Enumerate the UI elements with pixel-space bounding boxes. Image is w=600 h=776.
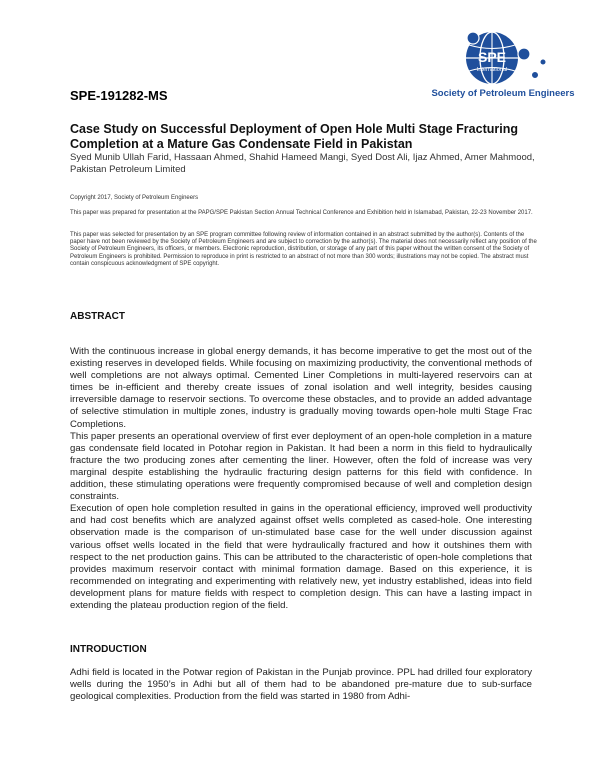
- selection-note: This paper was selected for presentation by an SPE program committee following review of information contained in an abstract submitted by the author(s). Contents of the paper have not been reviewed by the Society of Petroleum Engineers and are subject to correction by the author(s). The material does not necessarily reflect any position of the Society of Petroleum Engineers, its officers, or members. Electronic reproduction, distribution, or storage of any part of this paper without the written consent of the Society of Petroleum Engineers is prohibited. Permission to reproduce in print is restricted to an abstract of not more than 300 words; illustrations may not be copied. The abstract must contain conspicuous acknowledgment of SPE copyright.: [70, 232, 537, 267]
- paper-id: SPE-191282-MS: [70, 88, 168, 103]
- abstract-heading: ABSTRACT: [70, 311, 125, 322]
- abstract-paragraph: Execution of open hole completion resulted in gains in the operational efficiency, improved well productivity and had cost benefits which are analyzed against offset wells completed as cased-hole. One interesting observation made is the comparison of un-stimulated base case for the well under discussion against various offset wells located in the field that were hydraulically fractured and how it outshines them with respect to the net production gains. This can be attributed to the characteristic of open-hole completions that provides maximum reservoir contact with minimal formation damage. Based on this experience, it is recommended on integrating and experimenting with relatively new, yet industry established, ideas into field development plans for mature fields with respect to completion design. This can have a lasting impact in extending the plateau production region of the field.: [70, 503, 532, 611]
- prepared-note: This paper was prepared for presentation at the PAPG/SPE Pakistan Section Annual Technical Conference and Exhibition held in Islamabad, Pakistan, 22-23 November 2017.: [70, 210, 533, 216]
- copyright-line: Copyright 2017, Society of Petroleum Engineers: [70, 195, 199, 201]
- logo-text: SPE: [477, 49, 507, 65]
- logo-subtext: International: [476, 67, 508, 73]
- society-name: Society of Petroleum Engineers: [431, 88, 575, 99]
- paper-title: Case Study on Successful Deployment of Open Hole Multi Stage Fracturing Completion at a Mature Gas Condensate Field in Pakistan: [70, 122, 518, 151]
- abstract-paragraph: With the continuous increase in global energy demands, it has become imperative to get the most out of the existing reserves in developed fields. While focusing on maximizing productivity, the conventional methods of well completions are not always optimal. Cemented Liner Completions in multi-layered reservoirs can at times be in-efficient and thereby create issues of zonal isolation and well integrity, besides causing irreversible damage to reservoir sections. To overcome these obstacles, and to provide an added advantage of selective stimulation in multiple zones, industry is gradually moving towards open-hole multi Stage Frac Completions.: [70, 346, 532, 430]
- introduction-heading: INTRODUCTION: [70, 644, 147, 655]
- abstract-paragraph: This paper presents an operational overview of first ever deployment of an open-hole completion in a mature gas condensate field located in Potohar region in Pakistan. It had been a norm in this field to hydraulically fracture the two producing zones after cementing the liner. However, often the fold of increase was very marginal despite establishing the hydraulic fracturing design patterns for this field with confidence. In addition, these stimulating operations were frequently compromised because of well and completion design constraints.: [70, 430, 532, 503]
- introduction-body: Adhi field is located in the Potwar region of Pakistan in the Punjab province. PPL had drilled four exploratory wells during the 1950’s in Adhi but all of them had to be abandoned pre-mature due to sub-surface geological complexities. Production from the field was started in 1980 from Adhi-: [70, 667, 532, 703]
- abstract-body: [70, 346, 532, 612]
- author-list: Syed Munib Ullah Farid, Hassaan Ahmed, Shahid Hameed Mangi, Syed Dost Ali, Ijaz Ahmed, Amer Mahmood, Pakistan Petroleum Limited: [70, 152, 535, 175]
